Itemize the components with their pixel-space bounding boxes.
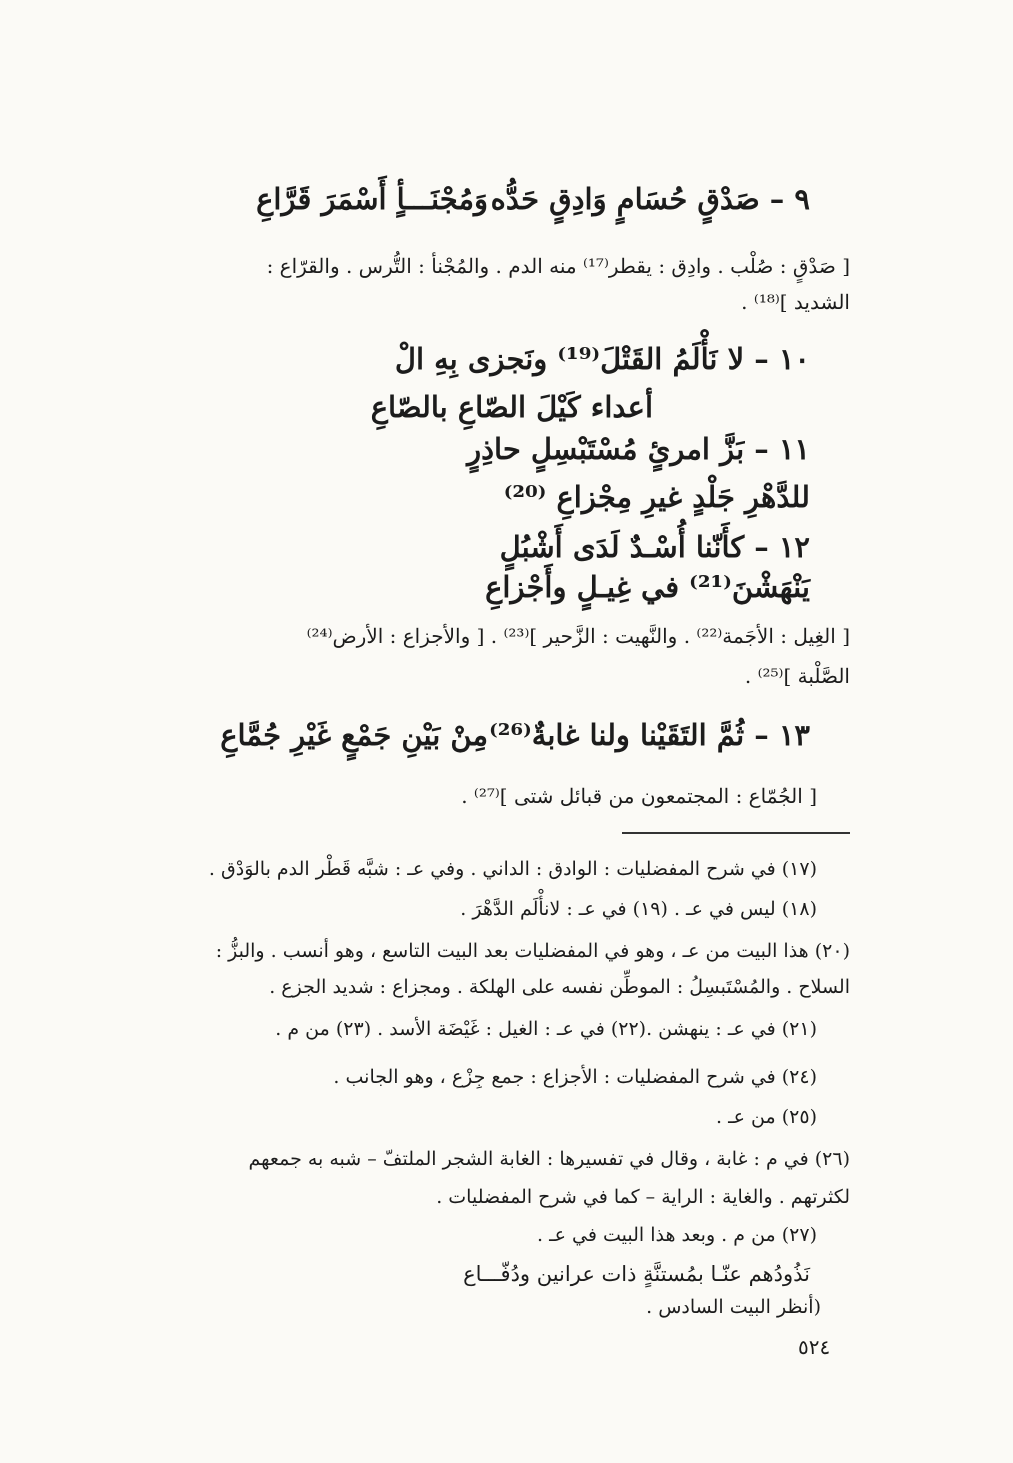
gloss-line: [ صَدْقٍ : صُلْب . وادِق : يقطر⁽¹⁷⁾ منه الدم . والمُجْنأ : التُّرس . والقرّاع : [266, 254, 850, 278]
footnote-line: لكثرتهم . والغاية : الراية – كما في شرح المفضليات . [436, 1186, 850, 1208]
gloss-line: [ الجُمّاع : المجتمعون من قبائل شتى ]⁽²⁷⁾ . [461, 784, 817, 808]
gloss-line: [ الغِيل : الأجَمة⁽²²⁾ . والنَّهيت : الزَّحير ]⁽²³⁾ . [ والأجزاع : الأرض⁽²⁴⁾ [306, 624, 850, 648]
footnote-line: (٢٥) من عـ . [716, 1106, 817, 1128]
footnote-line: (أنظر البيت السادس . [646, 1296, 821, 1318]
footnote-line: السلاح . والمُسْتَبسِلُ : الموطِّن نفسه على الهلكة . ومجزاع : شديد الجزع . [269, 976, 850, 998]
verse-13-second-hemistich: مِنْ بَيْنِ جَمْعٍ غَيْرِ جُمَّاعِ [220, 718, 488, 752]
verse-9-first-hemistich: ٩ – صَدْقٍ حُسَامٍ وَادِقٍ حَدُّه [490, 182, 810, 216]
footnote-line: (٢٠) هذا البيت من عـ ، وهو في المفضليات بعد البيت التاسع ، وهو أنسب . والبزُّ : [215, 940, 850, 962]
footnote-line: (١٨) ليس في عـ . (١٩) في عـ : لانأْلَم الدَّهْرَ . [460, 898, 817, 920]
verse-9-second-hemistich: وَمُجْنَـــأٍ أَسْمَرَ قَرَّاعِ [256, 182, 488, 216]
gloss-line: الشديد ]⁽¹⁸⁾ . [741, 290, 850, 314]
verse-11-first-hemistich: ١١ – بَزَّ امرئٍ مُسْتَبْسِلٍ حاذِرٍ [467, 432, 810, 466]
footnote-line: (٢٦) في م : غابة ، وقال في تفسيرها : الغابة الشجر الملتفّ – شبه به جمعهم [248, 1148, 850, 1170]
footnote-divider [622, 832, 850, 834]
page-number: ٥٢٤ [798, 1335, 831, 1359]
verse-12-second-hemistich: يَنْهَشْنَ⁽²¹⁾ في غِيـلٍ وأَجْزاعِ [485, 570, 810, 604]
footnote-line: (١٧) في شرح المفضليات : الوادق : الداني . وفي عـ : شبَّه قَطْر الدم بالوَدْق . [208, 858, 817, 880]
gloss-line: الصَّلْبة ]⁽²⁵⁾ . [744, 664, 850, 688]
footnote-line: (٢٤) في شرح المفضليات : الأجزاع : جمع جِزْع ، وهو الجانب . [333, 1066, 817, 1088]
verse-13-first-hemistich: ١٣ – ثُمَّ التَقَيْنا ولنا غابةٌ⁽²⁶⁾ [489, 718, 810, 752]
verse-10-first-hemistich: ١٠ – لا نَأْلَمُ القَتْلَ⁽¹⁹⁾ ونَجزى بِهِ الْ [394, 342, 810, 376]
verse-10-second-hemistich: أعداء كَيْلَ الصّاعِ بالصّاعِ [370, 390, 653, 424]
footnote-verse: نَذُودُهم عنّـا بمُستنَّةٍ ذات عرانين ودُفّـــاع [463, 1262, 810, 1286]
footnote-line: (٢١) في عـ : ينهشن .(٢٢) في عـ : الغيل : غَيْضَة الأسد . (٢٣) من م . [275, 1018, 817, 1040]
verse-11-second-hemistich: للدَّهْرِ جَلْدٍ غيرِ مِجْزاعِ ⁽²⁰⁾ [503, 480, 810, 514]
footnote-line: (٢٧) من م . وبعد هذا البيت في عـ . [537, 1224, 817, 1246]
verse-12-first-hemistich: ١٢ – كأَنّنا أُسْـدٌ لَدَى أَشْبُلٍ [499, 530, 810, 564]
